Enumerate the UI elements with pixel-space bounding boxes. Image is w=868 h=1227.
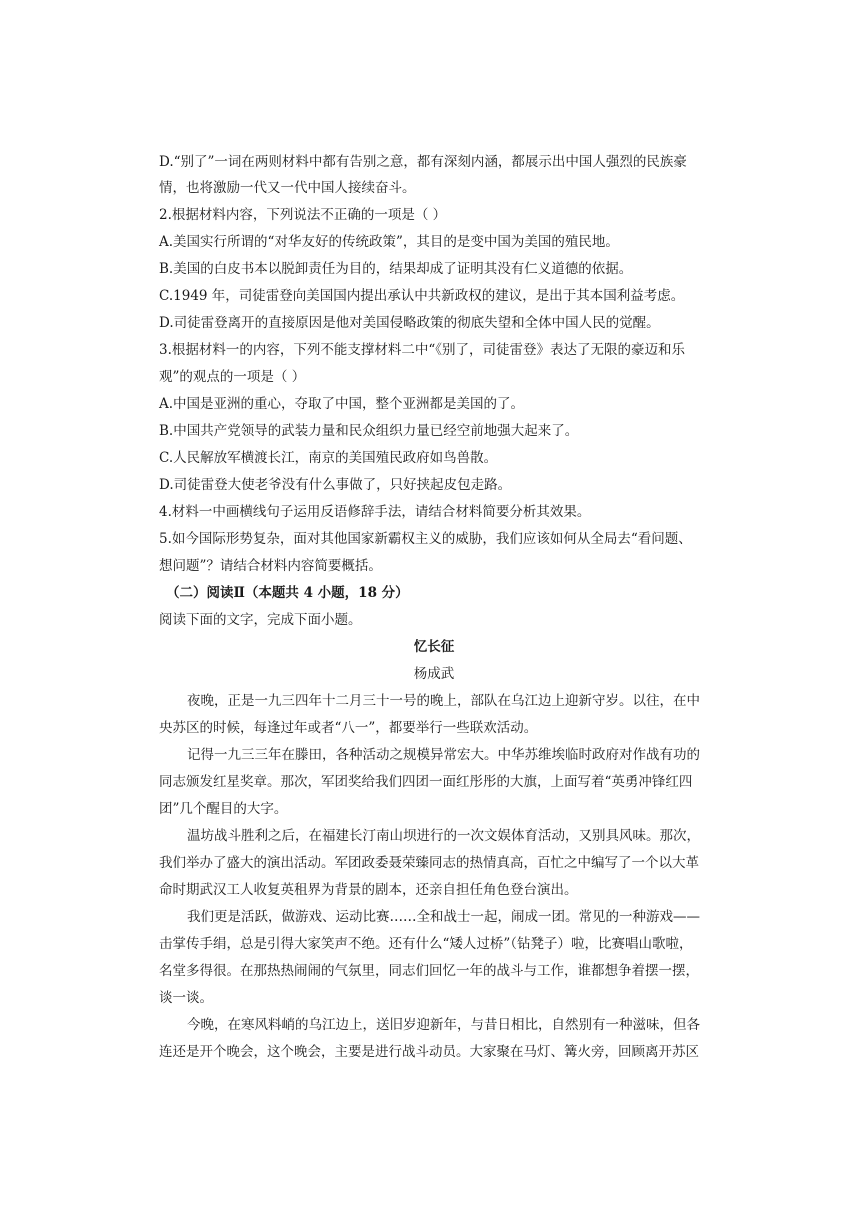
question-3-line-2: 观”的观点的一项是（ ） — [159, 369, 306, 385]
q2-option-d: D.司徒雷登离开的直接原因是他对美国侵略政策的彻底失望和全体中国人民的觉醒。 — [159, 315, 660, 331]
paragraph-5-line-2: 连还是开个晚会，这个晚会，主要是进行战斗动员。大家聚在马灯、篝火旁，回顾离开苏区 — [159, 1044, 699, 1060]
question-4: 4.材料一中画横线句子运用反语修辞手法，请结合材料简要分析其效果。 — [159, 504, 591, 520]
article-author: 杨成武 — [413, 666, 455, 682]
q2-option-a: A.美国实行所谓的“对华友好的传统政策”，其目的是变中国为美国的殖民地。 — [159, 234, 619, 250]
paragraph-3-line-1: 温坊战斗胜利之后，在福建长汀南山坝进行的一次文娱体育活动，又别具风味。那次， — [187, 828, 700, 844]
paragraph-4-line-3: 名堂多得很。在那热热闹闹的气氛里，同志们回忆一年的战斗与工作，谁都想争着摆一摆， — [159, 963, 699, 979]
paragraph-4-line-2: 击掌传手绢，总是引得大家笑声不绝。还有什么“矮人过桥”（钻凳子）啦，比赛唱山歌啦， — [159, 936, 693, 952]
reading-instruction: 阅读下面的文字，完成下面小题。 — [159, 612, 362, 628]
q3-option-d: D.司徒雷登大使老爷没有什么事做了，只好挟起皮包走路。 — [159, 477, 512, 493]
paragraph-4-line-1: 我们更是活跃，做游戏、运动比赛……全和战士一起，闹成一团。常见的一种游戏—— — [187, 909, 700, 925]
article-title: 忆长征 — [413, 639, 455, 655]
q3-option-a: A.中国是亚洲的重心，夺取了中国，整个亚洲都是美国的了。 — [159, 396, 525, 412]
paragraph-4-line-4: 谈一谈。 — [159, 990, 213, 1006]
section-heading: （二）阅读Ⅱ（本题共 4 小题，18 分） — [166, 585, 409, 601]
q2-option-b: B.美国的白皮书本以脱卸责任为目的，结果却成了证明其没有仁义道德的依据。 — [159, 261, 633, 277]
q2-option-c: C.1949 年，司徒雷登向美国国内提出承认中共新政权的建议，是出于其本国利益考虑。 — [159, 288, 685, 304]
paragraph-5-line-1: 今晚，在寒风料峭的乌江边上，送旧岁迎新年，与昔日相比，自然别有一种滋味，但各 — [187, 1017, 700, 1033]
paragraph-2-line-3: 团”几个醒目的大字。 — [159, 801, 288, 817]
paragraph-1-line-1: 夜晚，正是一九三四年十二月三十一号的晚上，部队在乌江边上迎新守岁。以往，在中 — [187, 693, 700, 709]
q3-option-c: C.人民解放军横渡长江，南京的美国殖民政府如鸟兽散。 — [159, 450, 498, 466]
question-5-line-2: 想问题”？请结合材料内容简要概括。 — [159, 558, 382, 574]
q3-option-b: B.中国共产党领导的武装力量和民众组织力量已经空前地强大起来了。 — [159, 423, 579, 439]
paragraph-2-line-2: 同志颁发红星奖章。那次，军团奖给我们四团一面红彤彤的大旗，上面写着“英勇冲锋红四 — [159, 774, 693, 790]
paragraph-3-line-3: 命时期武汉工人收复英租界为背景的剧本，还亲自担任角色登台演出。 — [159, 882, 578, 898]
paragraph-3-line-2: 我们举办了盛大的演出活动。军团政委聂荣臻同志的热情真高，百忙之中编写了一个以大革 — [159, 855, 699, 871]
paragraph-2-line-1: 记得一九三三年在滕田，各种活动之规模异常宏大。中华苏维埃临时政府对作战有功的 — [187, 747, 700, 763]
question-5-line-1: 5.如今国际形势复杂，面对其他国家新霸权主义的威胁，我们应该如何从全局去“看问题、 — [159, 531, 692, 547]
question-3-line-1: 3.根据材料一的内容，下列不能支撑材料二中“《别了，司徒雷登》表达了无限的豪迈和乐 — [159, 342, 686, 358]
paragraph-1-line-2: 央苏区的时候，每逢过年或者“八一”，都要举行一些联欢活动。 — [159, 720, 538, 736]
option-d-line-2: 情，也将激励一代又一代中国人接续奋斗。 — [159, 180, 416, 196]
option-d-line-1: D.“别了”一词在两则材料中都有告别之意，都有深刻内涵，都展示出中国人强烈的民族豪 — [159, 154, 687, 170]
question-2: 2.根据材料内容，下列说法不正确的一项是（ ） — [159, 207, 447, 223]
